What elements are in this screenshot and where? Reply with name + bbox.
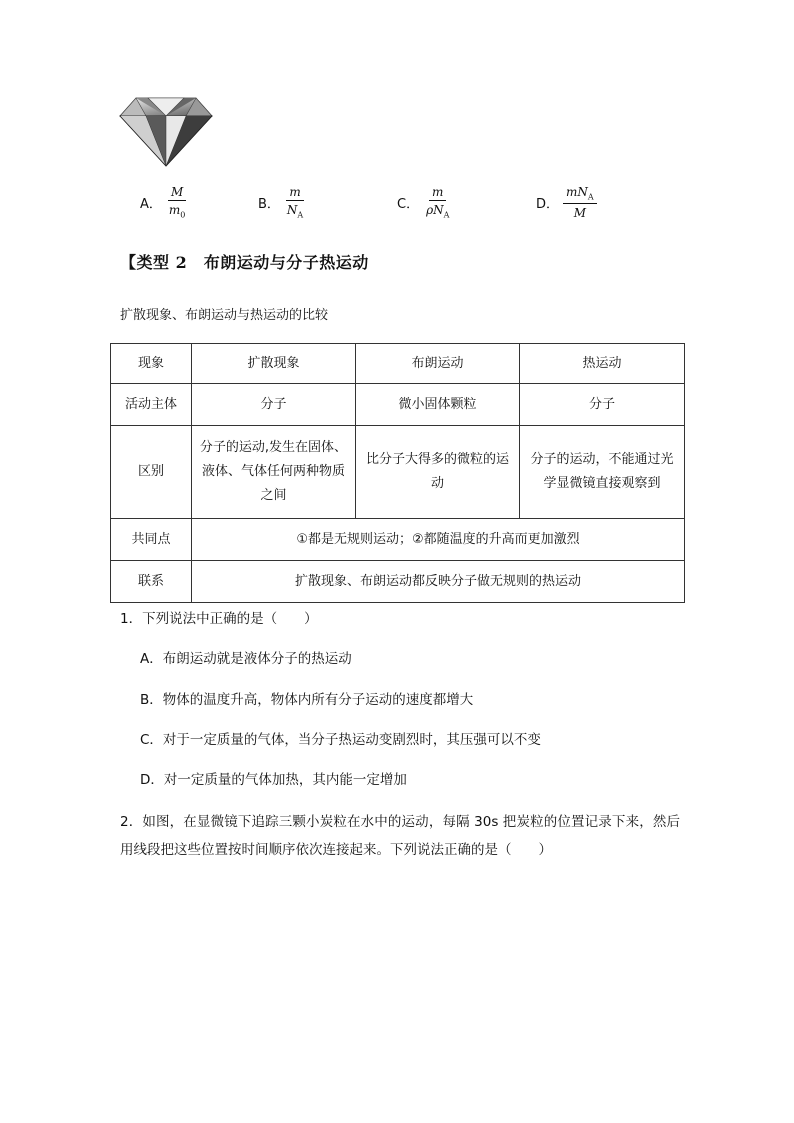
diamond-image xyxy=(118,92,214,168)
intro-text: 扩散现象、布朗运动与热运动的比较 xyxy=(120,308,329,323)
table-header-cell: 现象 xyxy=(111,344,192,384)
question-1-stem: 1．下列说法中正确的是（ ） xyxy=(120,611,318,627)
table-cell: 扩散现象、布朗运动都反映分子做无规则的热运动 xyxy=(192,561,685,603)
option-b-letter: B． xyxy=(258,197,280,213)
table-row xyxy=(111,426,685,519)
option-a-letter: A． xyxy=(140,197,162,213)
table-header-cell: 扩散现象 xyxy=(192,344,356,384)
table-cell: 分子的运动，不能通过光学显微镜直接观察到 xyxy=(520,426,685,519)
question-1-choice-a[interactable]: A．布朗运动就是液体分子的热运动 xyxy=(140,651,352,667)
option-d-letter: D． xyxy=(536,197,560,213)
question-1-choice-b[interactable]: B．物体的温度升高，物体内所有分子运动的速度都增大 xyxy=(140,692,474,708)
table-header-row xyxy=(111,344,685,384)
comparison-table xyxy=(110,343,685,603)
option-b-fraction: $\frac{m}{N_A}$ xyxy=(286,185,304,220)
table-cell: 比分子大得多的微粒的运动 xyxy=(356,426,520,519)
table-cell: 分子 xyxy=(192,384,356,426)
table-cell: 分子 xyxy=(520,384,685,426)
option-c[interactable] xyxy=(397,186,452,219)
table-header-cell: 布朗运动 xyxy=(356,344,520,384)
table-row xyxy=(111,519,685,561)
option-c-fraction: $\frac{m}{\rho N_A}$ xyxy=(426,185,450,220)
table-cell: 联系 xyxy=(111,561,192,603)
question-2-stem: 2．如图，在显微镜下追踪三颗小炭粒在水中的运动，每隔 30s 把炭粒的位置记录下来，然后用线段把这些位置按时间顺序依次连接起来。下列说法正确的是（ ） xyxy=(120,814,680,858)
option-a[interactable] xyxy=(140,186,188,219)
table-row xyxy=(111,384,685,426)
table-cell: ①都是无规则运动；②都随温度的升高而更加激烈 xyxy=(192,519,685,561)
table-header-cell: 热运动 xyxy=(520,344,685,384)
table-cell: 共同点 xyxy=(111,519,192,561)
question-1-choice-d[interactable]: D．对一定质量的气体加热，其内能一定增加 xyxy=(140,772,407,788)
section-title: 【类型 2 布朗运动与分子热运动 xyxy=(120,253,369,272)
table-cell: 活动主体 xyxy=(111,384,192,426)
table-row xyxy=(111,561,685,603)
option-b[interactable] xyxy=(258,186,306,219)
table-cell: 区别 xyxy=(111,426,192,519)
table-cell: 微小固体颗粒 xyxy=(356,384,520,426)
option-d-fraction: $\frac{mN_A}{M}$ xyxy=(563,186,597,219)
option-d[interactable] xyxy=(536,186,597,219)
question-1-choice-c[interactable]: C．对于一定质量的气体，当分子热运动变剧烈时，其压强可以不变 xyxy=(140,732,541,748)
table-cell: 分子的运动,发生在固体、液体、气体任何两种物质之间 xyxy=(192,426,356,519)
option-a-fraction: $\frac{M}{m_0}$ xyxy=(168,185,186,220)
option-c-letter: C． xyxy=(397,197,420,213)
